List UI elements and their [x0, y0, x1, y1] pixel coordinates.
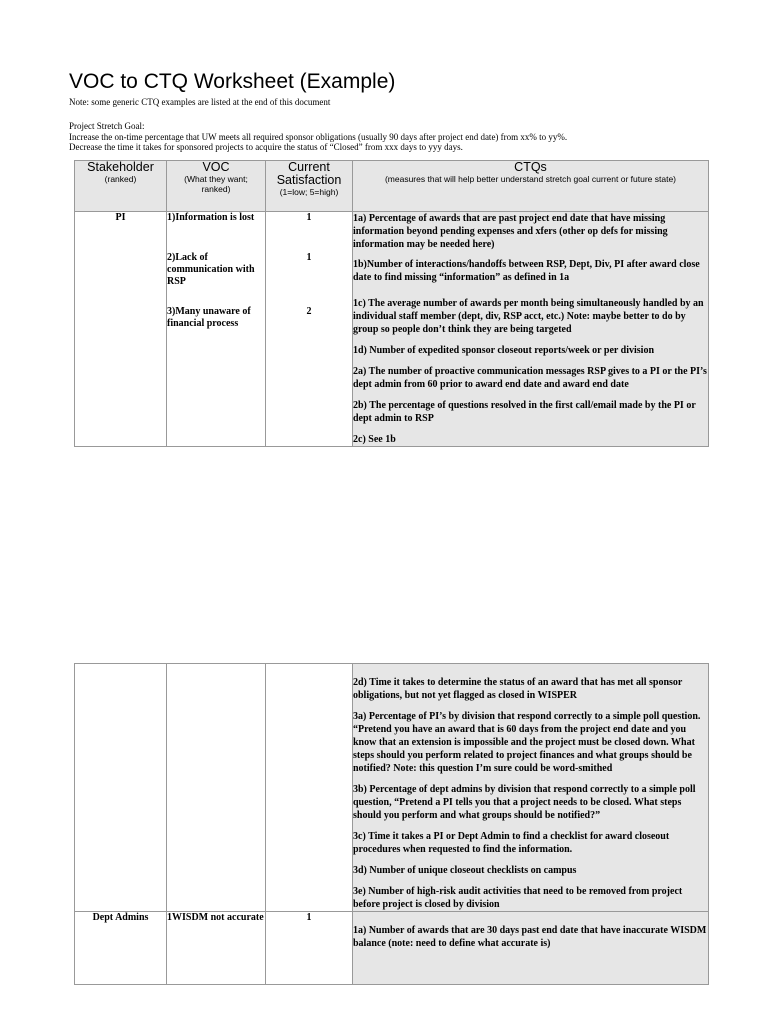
- ctq-item: 1b)Number of interactions/handoffs between RSP, Dept, Div, PI after award close date to find missing “information” as defined in 1a: [353, 259, 700, 283]
- voc-header-sub: (What they want; ranked): [184, 174, 248, 194]
- stakeholder-header: [75, 161, 167, 212]
- stretch-goal: [69, 121, 567, 153]
- current-satisfaction-header-label: Current Satisfaction: [276, 160, 342, 187]
- ctq-cell: [353, 212, 709, 447]
- stretch-goal-heading: Project Stretch Goal:: [69, 121, 145, 131]
- stretch-goal-line-2: Decrease the time it takes for sponsored projects to acquire the status of “Closed” from xxx days to yyy days.: [69, 142, 463, 152]
- document-title: VOC to CTQ Worksheet (Example): [69, 70, 396, 93]
- table-row: [75, 212, 709, 447]
- ctq-cell: [353, 912, 709, 985]
- voc-item: 1WISDM not accurate: [167, 912, 264, 923]
- satisfaction-cell: [266, 912, 353, 985]
- table-row: [75, 664, 709, 912]
- table-header-row: [75, 161, 709, 212]
- satisfaction-value: 1: [306, 912, 312, 923]
- ctq-item: 1a) Percentage of awards that are past project end date that have missing information beyond pending expenses and xfers (other op defs for missing information may be needed here): [353, 213, 668, 250]
- voc-ctq-table-continued: [74, 663, 709, 985]
- voc-item: 3)Many unaware of financial process: [167, 306, 251, 329]
- ctq-item: 1d) Number of expedited sponsor closeout reports/week or per division: [353, 345, 655, 356]
- voc-header: [167, 161, 266, 212]
- ctq-item: 3d) Number of unique closeout checklists on campus: [353, 865, 577, 876]
- ctq-item: 2a) The number of proactive communication messages RSP gives to a PI or the PI’s dept admin from 60 prior to award end date and award end date: [353, 366, 707, 390]
- voc-ctq-table: [74, 160, 709, 447]
- ctq-item: 2d) Time it takes to determine the status of an award that has met all sponsor obligations, but not yet flagged as closed in WISPER: [353, 677, 683, 701]
- ctq-item: 2c) See 1b: [353, 434, 396, 445]
- table-row: [75, 912, 709, 985]
- current-satisfaction-header: [266, 161, 353, 212]
- voc-cell: [167, 912, 266, 985]
- voc-cell: [167, 212, 266, 447]
- ctqs-header-sub: (measures that will help better understand stretch goal current or future state): [384, 174, 677, 184]
- stakeholder-header-sub: (ranked): [104, 174, 137, 184]
- ctq-item: 3b) Percentage of dept admins by division that respond correctly to a simple poll question, “Pretend a PI tells you that a project needs to be closed. What steps should you perform and what groups should be notified?”: [353, 784, 696, 821]
- satisfaction-value: 2: [306, 306, 312, 317]
- stakeholder-cell: PI: [75, 212, 167, 447]
- stakeholder-cell: Dept Admins: [75, 912, 167, 985]
- stakeholder-cell: [75, 664, 167, 912]
- ctq-cell: [353, 664, 709, 912]
- voc-header-label: VOC: [202, 160, 230, 174]
- ctq-item: 1a) Number of awards that are 30 days past end date that have inaccurate WISDM balance (note: need to define what accurate is): [353, 925, 707, 949]
- ctqs-header-label: CTQs: [514, 160, 547, 174]
- ctq-item: 3c) Time it takes a PI or Dept Admin to find a checklist for award closeout procedures when requested to find the information.: [353, 831, 670, 855]
- ctq-item: 3e) Number of high-risk audit activities that need to be removed from project before project is closed by division: [353, 886, 683, 910]
- voc-item: 1)Information is lost: [167, 212, 255, 223]
- document-note: Note: some generic CTQ examples are listed at the end of this document: [69, 97, 331, 107]
- satisfaction-cell: [266, 212, 353, 447]
- current-satisfaction-header-sub: (1=low; 5=high): [279, 187, 339, 197]
- satisfaction-value: 1: [306, 252, 312, 263]
- ctqs-header: [353, 161, 709, 212]
- satisfaction-cell: [266, 664, 353, 912]
- ctq-item: 3a) Percentage of PI’s by division that respond correctly to a simple poll question. “Pretend you have an award that is 60 days from the project end date and you know that an extension is impossible and the project must be closed down. What steps should you perform related to project finances and what groups should be notified? Note: this question I’m sure could be word-smithed: [353, 711, 701, 774]
- ctq-item: 1c) The average number of awards per month being simultaneously handled by an individual staff member (dept, div, RSP acct, etc.) Note: maybe better to do by group so people don’t think they are being targeted: [353, 298, 704, 335]
- ctq-item: 2b) The percentage of questions resolved in the first call/email made by the PI or dept admin to RSP: [353, 400, 696, 424]
- stretch-goal-line-1: Increase the on-time percentage that UW meets all required sponsor obligations (usually 90 days after project end date) from xx% to yy%.: [69, 131, 568, 142]
- stakeholder-header-label: Stakeholder: [87, 160, 154, 174]
- voc-cell: [167, 664, 266, 912]
- voc-item: 2)Lack of communication with RSP: [167, 252, 255, 287]
- satisfaction-value: 1: [306, 212, 312, 223]
